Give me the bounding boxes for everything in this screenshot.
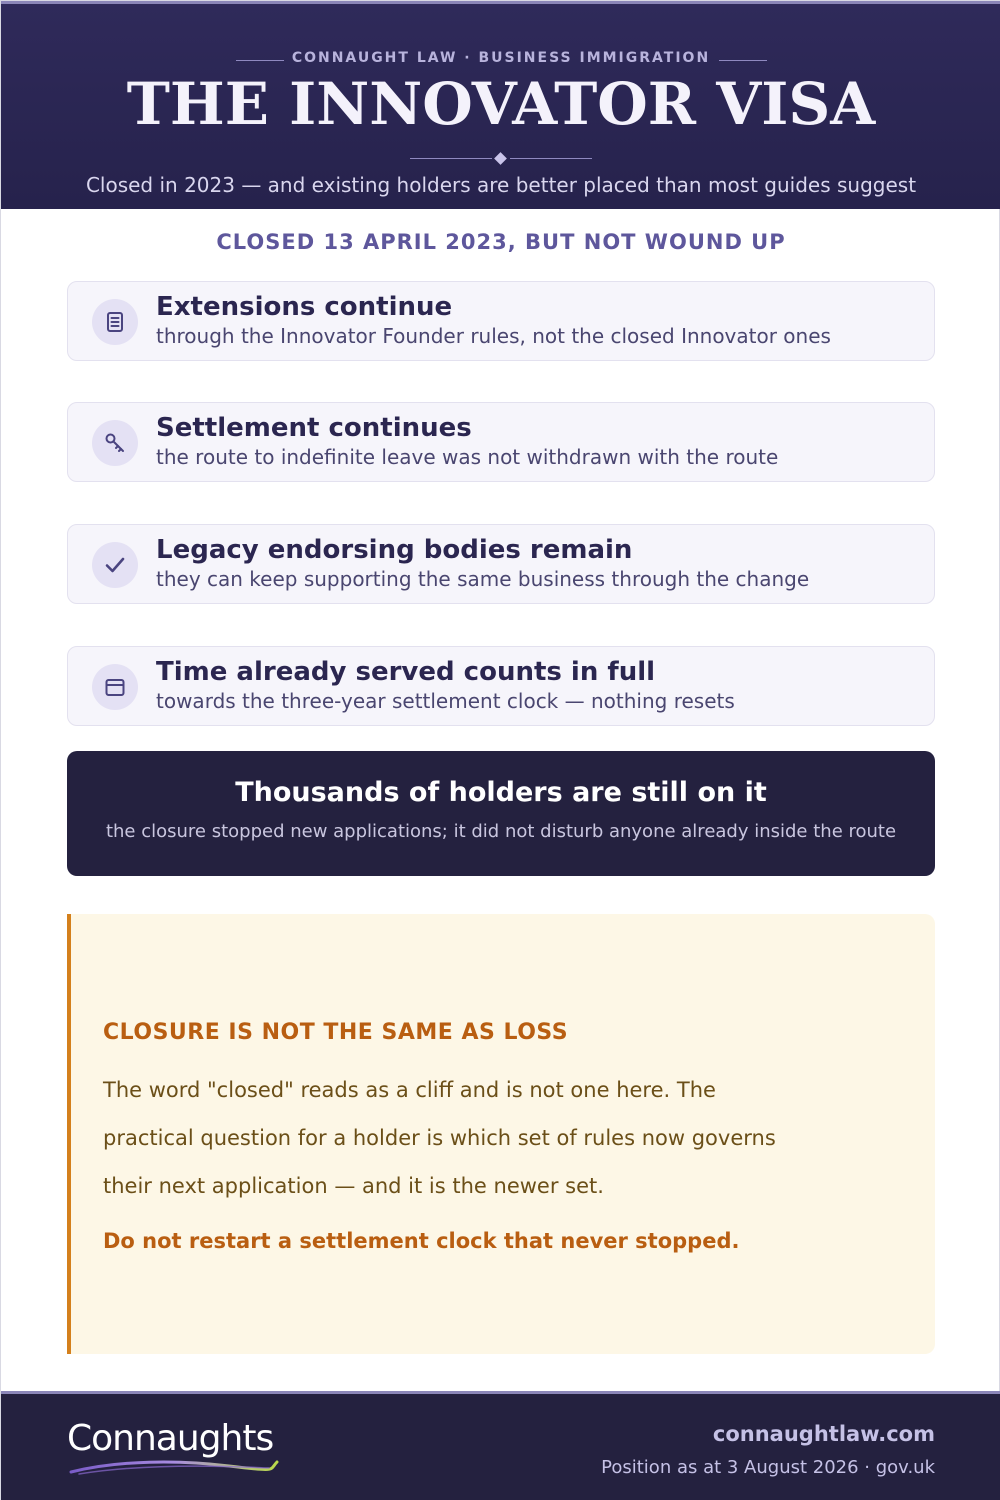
card-description: the route to indefinite leave was not withdrawn with the route bbox=[156, 445, 779, 469]
point-card-extensions bbox=[67, 281, 935, 361]
card-description: towards the three-year settlement clock — nothing resets bbox=[156, 689, 735, 713]
note-body: The word "closed" reads as a cliff and is not one here. The practical question for a holder is which set of rules now governs their next application — and it is the newer set. bbox=[103, 1078, 776, 1198]
diamond-icon bbox=[494, 152, 507, 165]
key-icon bbox=[92, 420, 138, 466]
point-card-settlement bbox=[67, 402, 935, 482]
logo-swoosh-icon bbox=[69, 1458, 279, 1476]
card-description: they can keep supporting the same business through the change bbox=[156, 567, 810, 591]
footer bbox=[1, 1391, 1000, 1500]
card-title: Settlement continues bbox=[156, 413, 472, 443]
connaughts-logo bbox=[67, 1418, 287, 1478]
website-link[interactable]: connaughtlaw.com bbox=[712, 1422, 935, 1446]
banner-title: Thousands of holders are still on it bbox=[235, 777, 767, 808]
position-date: Position as at 3 August 2026 · gov.uk bbox=[601, 1457, 935, 1478]
kicker-rule-right bbox=[719, 60, 767, 61]
section-heading: CLOSED 13 APRIL 2023, BUT NOT WOUND UP bbox=[216, 230, 786, 254]
logo-text: Connaughts bbox=[67, 1418, 274, 1459]
note-warning: Do not restart a settlement clock that never stopped. bbox=[103, 1229, 740, 1253]
banner-description: the closure stopped new applications; it did not disturb anyone already inside the route bbox=[105, 821, 897, 842]
holders-banner bbox=[67, 751, 935, 876]
subtitle: Closed in 2023 — and existing holders are better placed than most guides suggest bbox=[85, 173, 917, 197]
title-divider bbox=[410, 158, 592, 160]
header bbox=[1, 1, 1000, 209]
document-icon bbox=[92, 299, 138, 345]
card-title: Legacy endorsing bodies remain bbox=[156, 535, 633, 565]
card-title: Extensions continue bbox=[156, 292, 453, 322]
checkmark-icon bbox=[92, 542, 138, 588]
closure-note bbox=[67, 914, 935, 1354]
page-title: THE INNOVATOR VISA bbox=[126, 70, 876, 138]
point-card-endorsing-bodies bbox=[67, 524, 935, 604]
kicker: CONNAUGHT LAW · BUSINESS IMMIGRATION bbox=[291, 50, 711, 66]
kicker-row bbox=[1, 50, 1000, 70]
card-description: through the Innovator Founder rules, not the closed Innovator ones bbox=[156, 324, 831, 348]
note-title: CLOSURE IS NOT THE SAME AS LOSS bbox=[103, 1020, 569, 1045]
point-card-time-served bbox=[67, 646, 935, 726]
calendar-icon bbox=[92, 664, 138, 710]
card-title: Time already served counts in full bbox=[156, 657, 656, 687]
